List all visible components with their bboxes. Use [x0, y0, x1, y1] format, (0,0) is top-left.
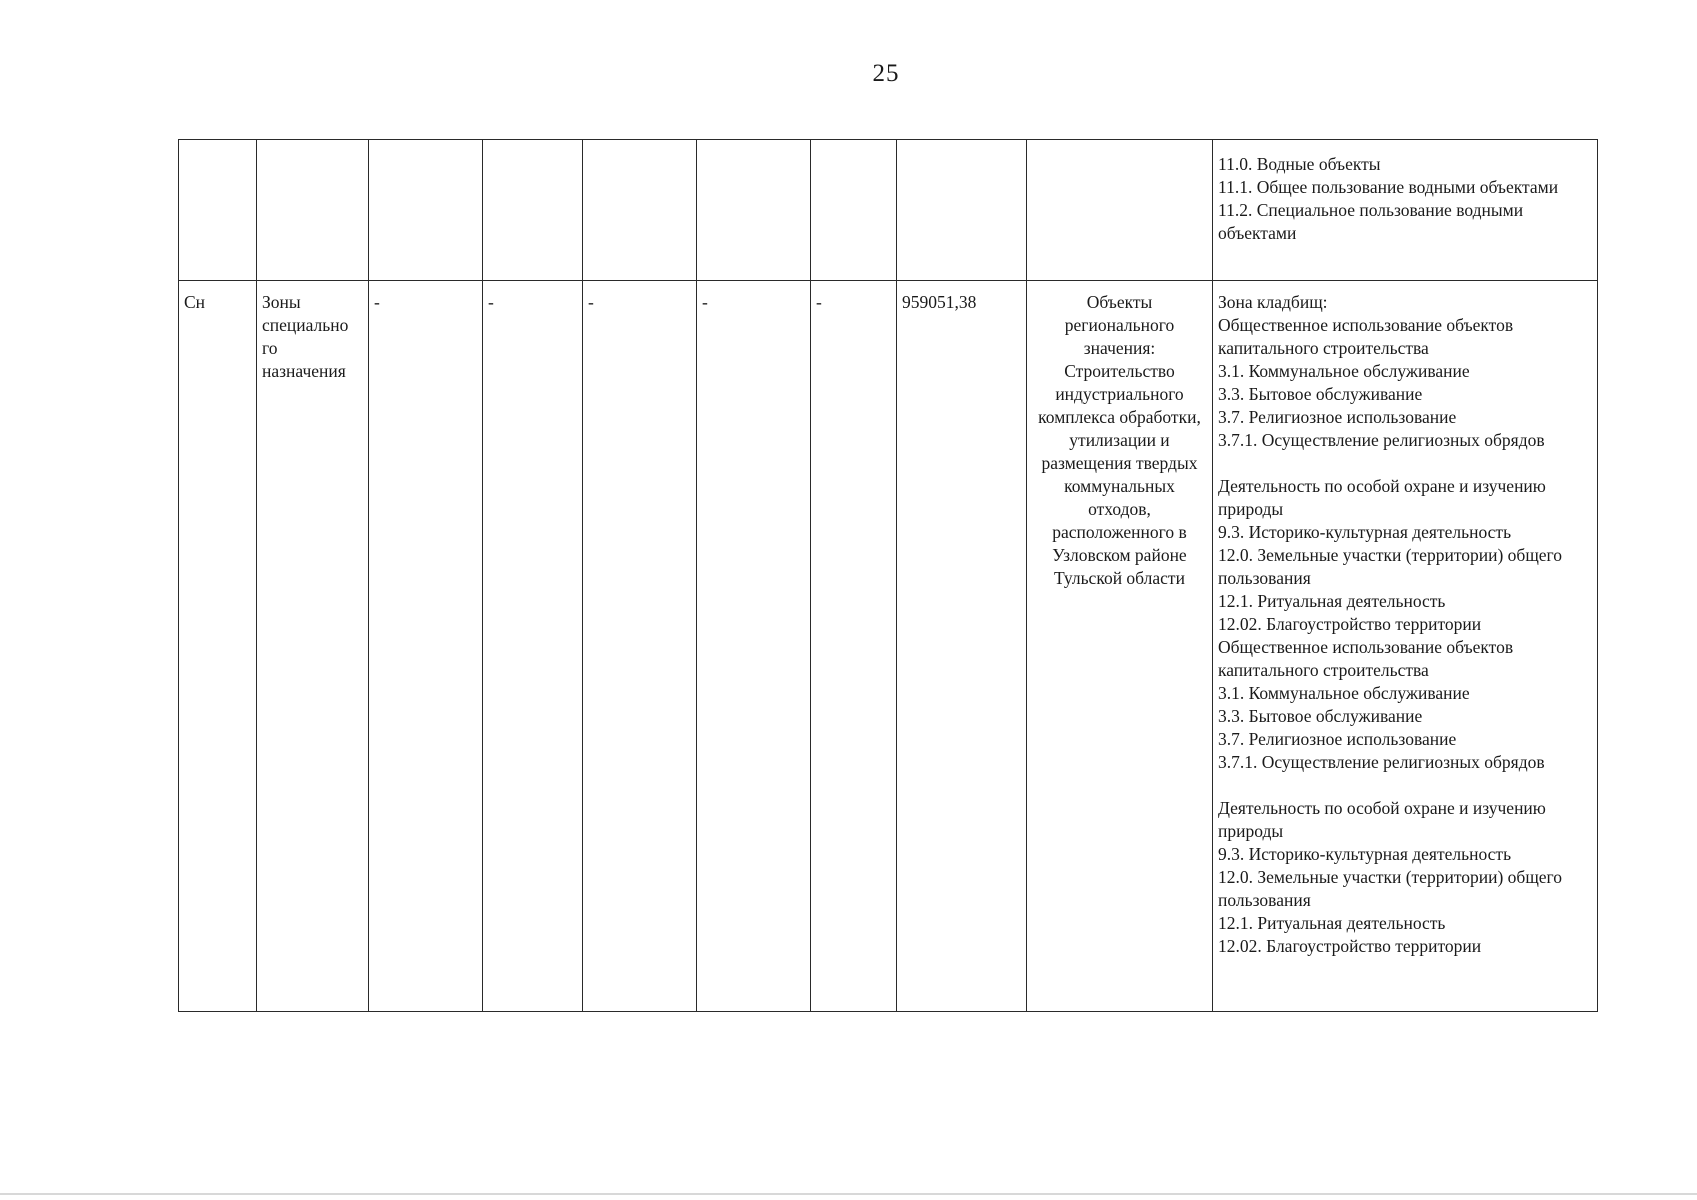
permitted-uses-list	[1218, 153, 1592, 245]
permitted-use-item: 3.3. Бытовое обслуживание	[1218, 384, 1423, 404]
zoning-table	[178, 139, 1598, 1012]
permitted-use-item: 3.1. Коммунальное обслуживание	[1218, 683, 1470, 703]
permitted-use-item: 3.3. Бытовое обслуживание	[1218, 706, 1423, 726]
permitted-use-item: 3.7. Религиозное использование	[1218, 729, 1457, 749]
zone-code: Сн	[179, 281, 257, 1012]
permitted-use-item: Деятельность по особой охране и изучению природы	[1218, 798, 1551, 841]
permitted-use-item: 12.02. Благоустройство территории	[1218, 614, 1482, 634]
scan-edge-line	[0, 1193, 1697, 1195]
permitted-use-item: 9.3. Историко-культурная деятельность	[1218, 844, 1512, 864]
table-cell: -	[811, 281, 897, 1012]
table-cell	[897, 140, 1027, 281]
permitted-uses-list	[1218, 291, 1592, 958]
permitted-use-item: 3.7. Религиозное использование	[1218, 407, 1457, 427]
permitted-uses-cell	[1213, 281, 1598, 1012]
page-number: 25	[872, 60, 900, 87]
table-cell: -	[697, 281, 811, 1012]
permitted-use-item: 11.1. Общее пользование водными объектами	[1218, 177, 1559, 197]
permitted-use-item: 3.7.1. Осуществление религиозных обрядов	[1218, 752, 1545, 772]
spacer	[1218, 774, 1592, 797]
table-cell: -	[583, 281, 697, 1012]
permitted-use-item: 12.02. Благоустройство территории	[1218, 936, 1482, 956]
table-cell	[811, 140, 897, 281]
permitted-use-item: 12.0. Земельные участки (территории) общего пользования	[1218, 867, 1567, 910]
table-row	[179, 281, 1598, 1012]
table-cell	[1027, 140, 1213, 281]
permitted-use-item: Зона кладбищ:	[1218, 292, 1328, 312]
permitted-uses-cell	[1213, 140, 1598, 281]
table-cell	[697, 140, 811, 281]
permitted-use-item: 9.3. Историко-культурная деятельность	[1218, 522, 1512, 542]
zone-name: Зоны специально го назначения	[257, 281, 369, 1012]
permitted-use-item: 12.1. Ритуальная деятельность	[1218, 591, 1446, 611]
table-cell	[483, 140, 583, 281]
permitted-use-item: Общественное использование объектов капитального строительства	[1218, 637, 1518, 680]
permitted-use-item: 12.1. Ритуальная деятельность	[1218, 913, 1446, 933]
table-cell	[179, 140, 257, 281]
table-cell: -	[483, 281, 583, 1012]
zone-area: 959051,38	[897, 281, 1027, 1012]
permitted-use-item: 11.2. Специальное пользование водными объектами	[1218, 200, 1528, 243]
permitted-use-item: Деятельность по особой охране и изучению природы	[1218, 476, 1551, 519]
regional-objects: Объекты регионального значения: Строительство индустриального комплекса обработки, утилизации и размещения твердых коммунальных отходов, расположенного в Узловском районе Тульской области	[1027, 281, 1213, 1012]
spacer	[1218, 452, 1592, 475]
permitted-use-item: 3.1. Коммунальное обслуживание	[1218, 361, 1470, 381]
table-cell: -	[369, 281, 483, 1012]
table-row	[179, 140, 1598, 281]
table-cell	[369, 140, 483, 281]
permitted-use-item: 3.7.1. Осуществление религиозных обрядов	[1218, 430, 1545, 450]
table-cell	[583, 140, 697, 281]
permitted-use-item: 12.0. Земельные участки (территории) общего пользования	[1218, 545, 1567, 588]
permitted-use-item: 11.0. Водные объекты	[1218, 154, 1381, 174]
permitted-use-item: Общественное использование объектов капитального строительства	[1218, 315, 1518, 358]
table-cell	[257, 140, 369, 281]
